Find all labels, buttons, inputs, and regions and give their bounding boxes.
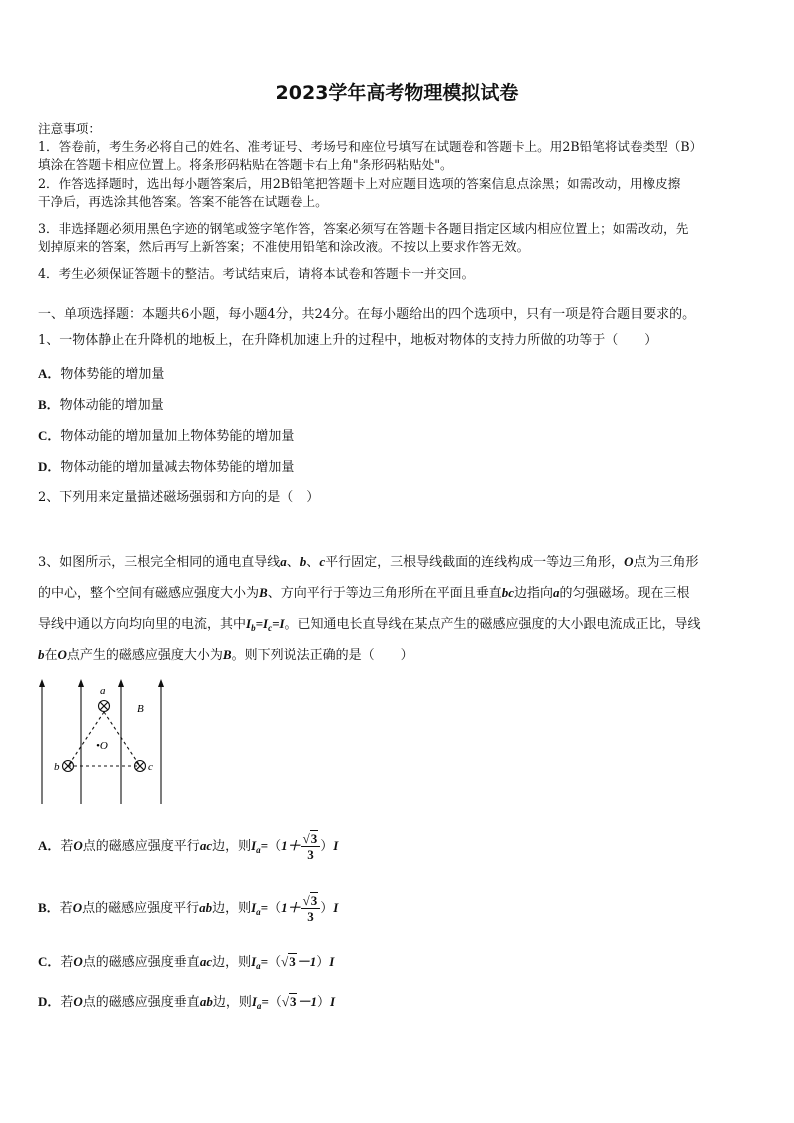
question-2-stem: 2、下列用来定量描述磁场强弱和方向的是（ ） [38,490,320,505]
q1-option-c: C．物体动能的增加量加上物体势能的增加量 [38,428,295,444]
question-1-stem: 1、一物体静止在升降机的地板上，在升降机加速上升的过程中，地板对物体的支持力所做的功等于（ ） [38,333,658,348]
label-O: •O [96,740,108,752]
q1-option-b: B．物体动能的增加量 [38,397,164,413]
notice-line: 1．答卷前，考生务必将自己的姓名、准考证号、考场号和座位号填写在试题卷和答题卡上。用2B铅笔将试卷类型（B） [38,139,703,154]
q1-option-d: D．物体动能的增加量减去物体势能的增加量 [38,459,295,475]
triangle-edge-ac [104,712,140,766]
q3-option-d: D．若O点的磁感应强度垂直ab边，则$I_a=(√3-1)I$ [38,994,336,1011]
label-a: a [100,685,106,697]
page-title: 2023学年高考物理模拟试卷 [275,82,519,104]
q3-option-c: C．若O点的磁感应强度垂直ac边，则$I_a=(√3-1)I$ [38,954,335,971]
notice-line: 划掉原来的答案，然后再写上新答案；不准使用铅笔和涂改液。不按以上要求作答无效。 [38,239,530,254]
label-B: B [137,703,144,715]
notice-line: 填涂在答题卡相应位置上。将条形码粘贴在答题卡右上角"条形码粘贴处"。 [38,157,453,172]
notice-line: 3．非选择题必须用黑色字迹的钢笔或签字笔作答，答案必须写在答题卡各题目指定区域内相应位置上；如需改动，先 [38,221,689,236]
label-c: c [148,761,153,773]
notice-line: 干净后，再选涂其他答案。答案不能答在试题卷上。 [38,194,328,209]
arrow-up-icon [39,679,45,687]
arrow-up-icon [158,679,164,687]
question-3-stem-line1: 3、如图所示，三根完全相同的通电直导线a、b、c平行固定，三根导线截面的连线构成一等边三角形，O点为三角形 [38,554,699,570]
question-3-stem-line2: 的中心，整个空间有磁感应强度大小为B、方向平行于等边三角形所在平面且垂直bc边指向a的匀强磁场。现在三根 [38,585,690,601]
question-3-stem-line3: 导线中通以方向均向里的电流，其中$I_b=I_c=I$。已知通电长直导线在某点产生的磁感应强度的大小跟电流成正比，导线 [38,616,701,633]
q3-option-b: B．若O点的磁感应强度平行ab边，则$I_a=(1+$ $\frac{√3}{3}$ ）I [38,893,339,924]
q1-option-a: A．物体势能的增加量 [38,366,165,382]
q3-option-a: A．若O点的磁感应强度平行ac边，则$I_a=(1+$ $\frac{√3}{3}$ ）I [38,831,339,862]
arrow-up-icon [78,679,84,687]
q3-figure [32,676,172,808]
notice-line: 4．考生必须保证答题卡的整洁。考试结束后，请将本试卷和答题卡一并交回。 [38,266,475,281]
question-3-stem-line4: b在O点产生的磁感应强度大小为B。则下列说法正确的是（ ） [38,647,414,663]
label-b: b [54,761,60,773]
triangle-edge-ab [68,712,104,766]
notice-heading: 注意事项： [38,121,101,136]
notice-line: 2．作答选择题时，选出每小题答案后，用2B铅笔把答题卡上对应题目选项的答案信息点涂黑；如需改动，用橡皮擦 [38,176,681,191]
section-heading: 一、单项选择题：本题共6小题，每小题4分，共24分。在每小题给出的四个选项中，只有一项是符合题目要求的。 [38,307,696,322]
arrow-up-icon [118,679,124,687]
